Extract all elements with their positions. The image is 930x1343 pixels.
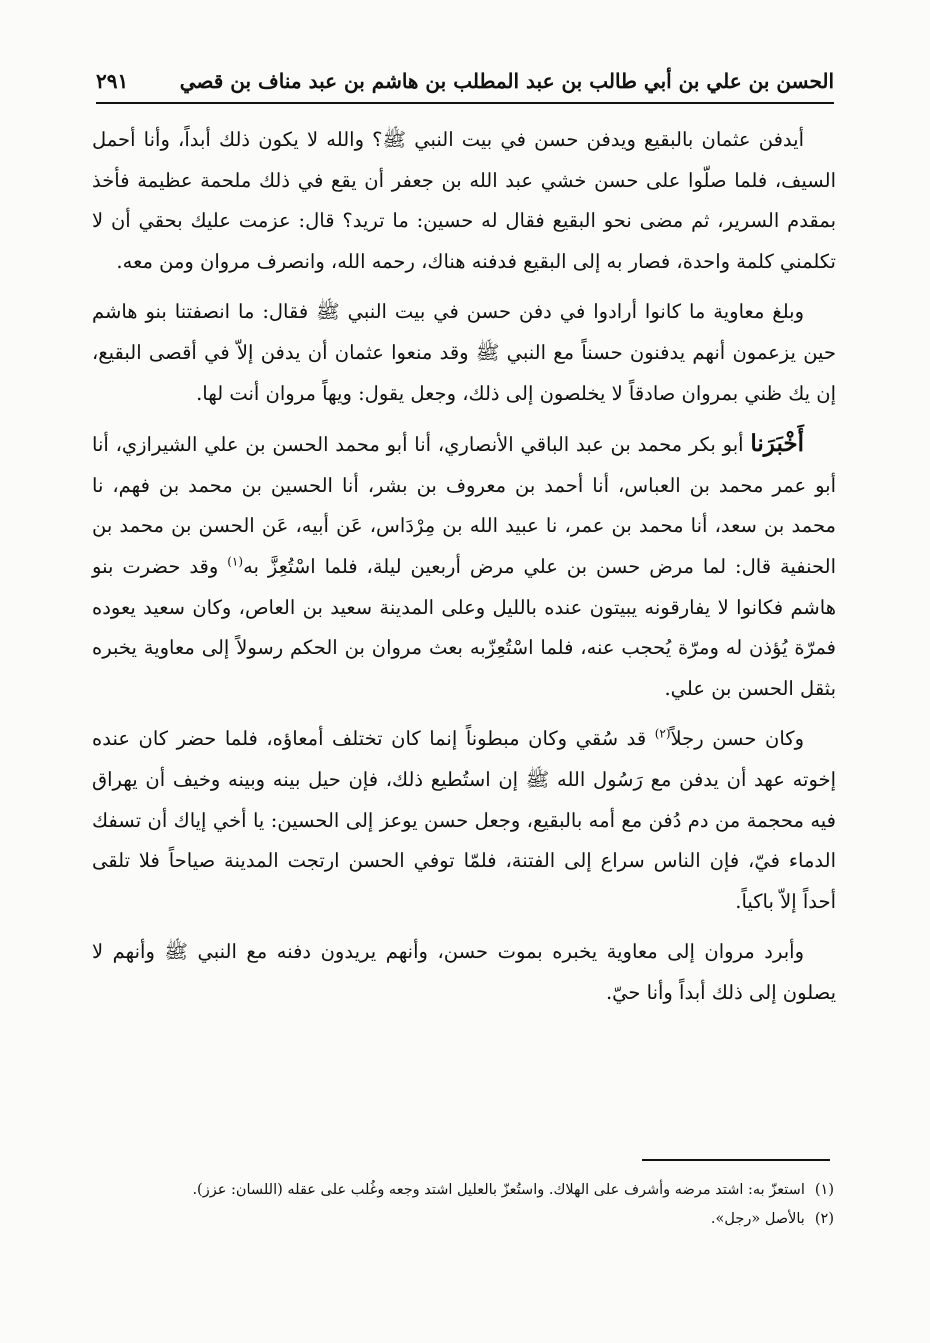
paragraph (92, 424, 836, 709)
paragraph (92, 719, 836, 922)
footnote-rule (642, 1159, 830, 1161)
footnote-number: (١) (814, 1182, 834, 1198)
footnote-text: استعزّ به: اشتد مرضه وأشرف على الهلاك. واستُعزّ بالعليل اشتد وجعه وغُلب على عقله (اللسان: عزز). (192, 1182, 805, 1198)
footnote (96, 1205, 834, 1234)
paragraph-lead-word: أَخْبَرَنا (750, 430, 804, 458)
footnote (96, 1176, 834, 1205)
footnote-reference: (١) (227, 554, 244, 569)
paragraph-text: وأبرد مروان إلى معاوية يخبره بموت حسن، وأنهم يريدون دفنه مع النبي ﷺ وأنهم لا يصلون إلى ذلك أبداً وأنا حيّ. (92, 940, 836, 1004)
footnote-number: (٢) (814, 1211, 834, 1227)
paragraph (92, 292, 836, 414)
paragraph-text: أيدفن عثمان بالبقيع ويدفن حسن في بيت النبي ﷺ؟ والله لا يكون ذلك أبداً، وأنا أحمل السيف، فلما صلّوا على حسن خشي عبد الله بن جعفر أن يقع في ذلك ملحمة عظيمة فأخذ بمقدم السرير، ثم مضى نحو البقيع فقال له حسين: ما تريد؟ قال: عزمت عليك بحقي أن لا تكلمني كلمة واحدة، فصار به إلى البقيع فدفنه هناك، رحمه الله، وانصرف مروان ومن معه. (92, 128, 836, 273)
footnote-text: بالأصل «رجل». (710, 1211, 805, 1227)
main-text (92, 120, 836, 1023)
paragraph-text: وبلغ معاوية ما كانوا أرادوا في دفن حسن في بيت النبي ﷺ فقال: ما انصفتنا بنو هاشم حين يزعمون أنهم يدفنون حسناً مع النبي ﷺ وقد منعوا عثمان أن يدفن إلاّ في أقصى البقيع، إن يك ظني بمروان صادقاً لا يخلصون إلى ذلك، وجعل يقول: ويهاً مروان أنت لها. (92, 300, 836, 405)
running-title: الحسن بن علي بن أبي طالب بن عبد المطلب بن هاشم بن عبد مناف بن قصي (179, 69, 834, 93)
paragraph (92, 932, 836, 1013)
paragraph-text: أبو بكر محمد بن عبد الباقي الأنصاري، أنا أبو محمد الحسن بن علي الشيرازي، أنا أبو عمر محمد بن العباس، أنا أحمد بن معروف بن بشر، أنا الحسين بن محمد بن فهم، نا محمد بن سعد، أنا محمد بن عمر، نا عبيد الله بن مِرْدَاس، عَن أبيه، عَن الحسن بن محمد بن الحنفية قال: لما مرض حسن بن علي مرض أربعين ليلة، فلما اسْتُعِزَّ به (92, 433, 836, 578)
page-number: ٢٩١ (96, 69, 129, 93)
footnote-reference: (٢) (654, 726, 671, 741)
paragraph-text: قد سُقي وكان مبطوناً إنما كان تختلف أمعاؤه، فلما حضر كان عنده إخوته عهد أن يدفن مع رَسُول الله ﷺ إن استُطيع ذلك، فإن حيل بينه وبينه وخيف أن يهراق فيه محجمة من دم دُفن مع أمه بالبقيع، وجعل حسن يوعز إلى الحسين: يا أخي إياك أن تسفك الدماء فيّ، فإن الناس سراع إلى الفتنة، فلمّا توفي الحسن ارتجت المدينة صياحاً فلا تلقى أحداً إلاّ باكياً. (92, 727, 836, 913)
header-rule (96, 102, 834, 104)
paragraph-text: وكان حسن رجلاً (670, 727, 804, 751)
paragraph (92, 120, 836, 282)
paragraph-text: وقد حضرت بنو هاشم فكانوا لا يفارقونه يبيتون عنده بالليل وعلى المدينة سعيد بن العاص، وكان سعيد يعوده فمرّة يُؤذن له ومرّة يُحجب عنه، فلما اسْتُعِزّبه بعث مروان بن الحكم رسولاً إلى معاوية يخبره بثقل الحسن بن علي. (92, 554, 836, 700)
footnotes (96, 1176, 834, 1234)
running-header (96, 62, 834, 100)
